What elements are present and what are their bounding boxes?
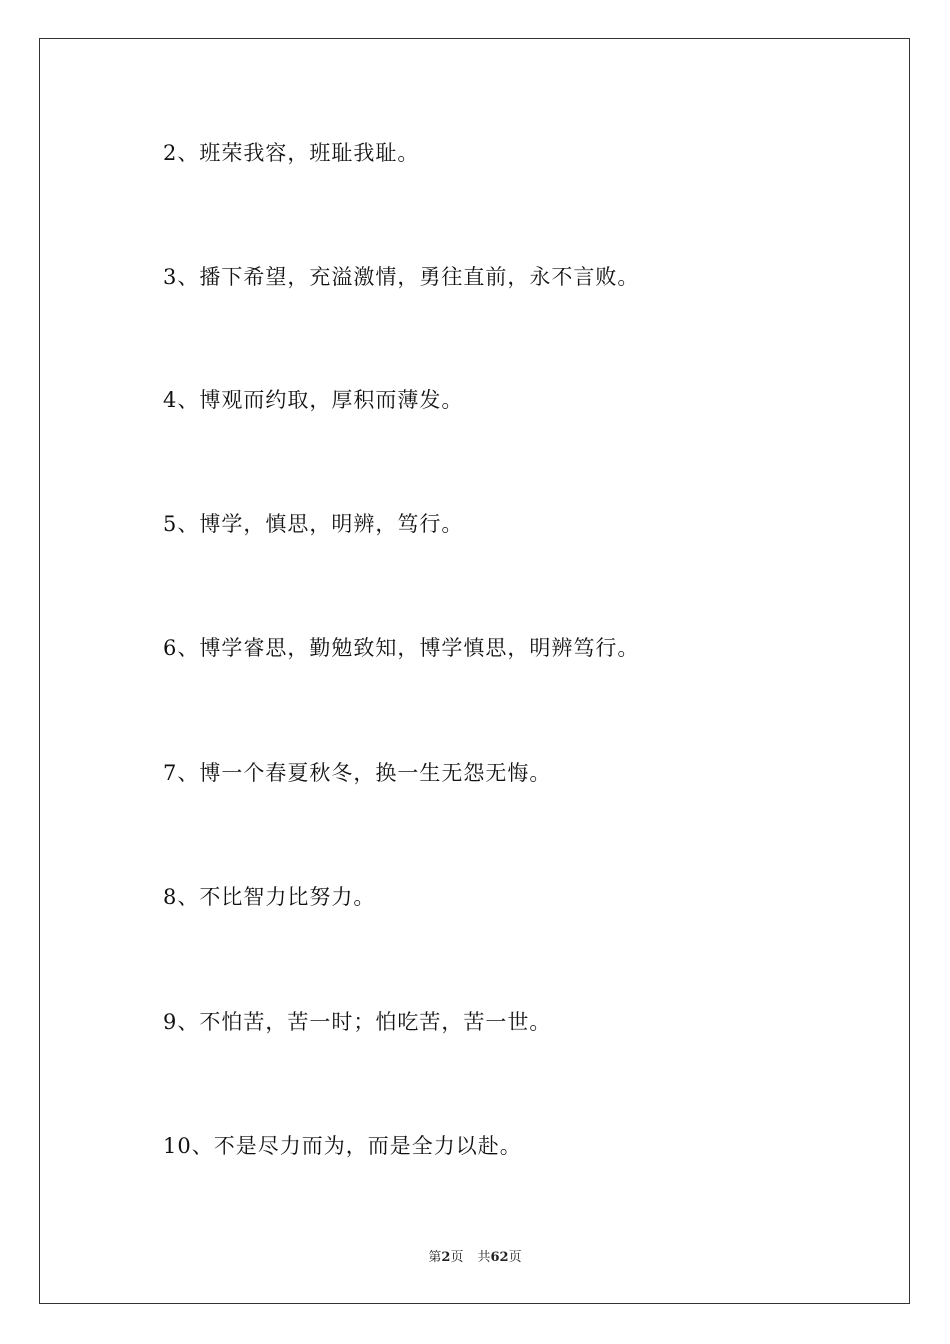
slogan-line-9: 9、不怕苦，苦一时；怕吃苦，苦一世。: [163, 1010, 552, 1034]
total-suffix: 页: [508, 1250, 522, 1265]
slogan-line-10: 10、不是尽力而为，而是全力以赴。: [163, 1134, 522, 1158]
total-pages: 62: [490, 1250, 509, 1265]
slogan-line-3: 3、播下希望，充溢激情，勇往直前，永不言败。: [163, 265, 640, 289]
slogan-line-8: 8、不比智力比努力。: [163, 885, 376, 909]
slogan-line-5: 5、博学，慎思，明辨，笃行。: [163, 512, 464, 536]
page-footer: [0, 1246, 950, 1265]
page-suffix: 页: [450, 1250, 464, 1265]
page-frame: [39, 38, 910, 1304]
slogan-line-6: 6、博学睿思，勤勉致知，博学慎思，明辨笃行。: [163, 636, 640, 660]
page-prefix: 第: [428, 1250, 442, 1265]
slogan-line-4: 4、博观而约取，厚积而薄发。: [163, 388, 464, 412]
page-number: 2: [441, 1250, 451, 1265]
slogan-line-2: 2、班荣我容，班耻我耻。: [163, 141, 420, 165]
total-prefix: 共: [477, 1250, 491, 1265]
slogan-line-7: 7、博一个春夏秋冬，换一生无怨无悔。: [163, 761, 552, 785]
